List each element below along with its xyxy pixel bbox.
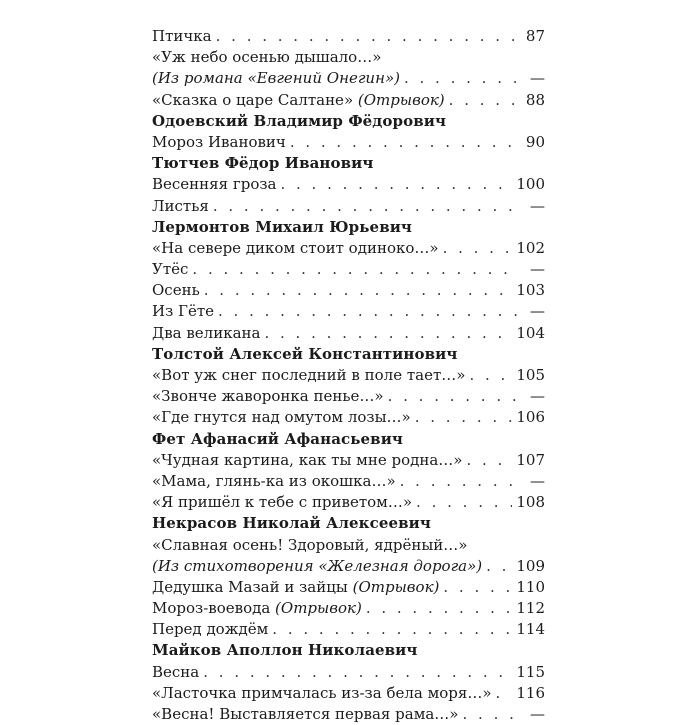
entry-title: [152, 662, 199, 683]
dot-leader: [213, 196, 517, 217]
dot-leader: [400, 471, 517, 492]
entry-title: [152, 556, 482, 577]
entry-title-text: «Ласточка примчалась из-за бела моря…»: [152, 683, 492, 702]
toc-entry[interactable]: [152, 26, 545, 47]
toc-entry[interactable]: [152, 598, 545, 619]
dot-leader: [203, 662, 512, 683]
page-number: 87: [525, 27, 545, 45]
page-number: 112: [516, 599, 545, 618]
toc-entry[interactable]: [152, 535, 545, 556]
entry-title-text: «Вот уж снег последний в поле тает…»: [152, 366, 466, 384]
entry-title-text: Утёс: [152, 260, 189, 279]
entry-title-text: «Я пришёл к тебе с приветом…»: [152, 493, 413, 512]
page-number: 107: [516, 450, 545, 469]
toc-entry[interactable]: [152, 619, 545, 640]
author-heading: Тютчев Фёдор Иванович: [152, 154, 374, 173]
dot-leader: [272, 619, 512, 640]
entry-title: [152, 704, 459, 725]
entry-title: [152, 492, 412, 513]
entry-subtitle: (Отрывок): [352, 577, 440, 596]
dot-leader: [415, 407, 513, 428]
toc-entry[interactable]: [152, 238, 545, 259]
entry-title-text: Дедушка Мазай и зайцы: [152, 577, 353, 596]
entry-title-text: Весна: [152, 662, 200, 681]
toc-entry[interactable]: [152, 556, 545, 577]
toc-entry[interactable]: [152, 450, 545, 471]
entry-title-text: «Весна! Выставляется первая рама…»: [152, 705, 459, 723]
page-number: 100: [516, 175, 545, 194]
dot-leader: [218, 301, 517, 322]
entry-title: [152, 68, 400, 89]
entry-title: [152, 577, 439, 598]
entry-title: [152, 26, 212, 47]
page-number: 105: [516, 366, 545, 384]
toc-entry[interactable]: [152, 47, 545, 68]
table-of-contents: [152, 26, 545, 725]
toc-entry[interactable]: [152, 492, 545, 513]
entry-title: [152, 132, 286, 153]
entry-title: [152, 323, 260, 344]
toc-entry[interactable]: [152, 68, 545, 89]
page-number: 116: [516, 683, 545, 702]
entry-title-text: Осень: [152, 281, 200, 300]
toc-entry[interactable]: [152, 90, 545, 111]
entry-title-text: «Славная осень! Здоровый, ядрёный…»: [152, 535, 468, 554]
entry-title: [152, 280, 200, 301]
author-heading: Фет Афанасий Афанасьевич: [152, 429, 404, 448]
dot-leader: [192, 259, 517, 280]
dot-leader: [404, 68, 517, 89]
dot-leader: [216, 26, 517, 47]
toc-entry[interactable]: [152, 196, 545, 217]
dot-leader: [463, 704, 518, 725]
dot-leader: [469, 365, 512, 386]
toc-entry[interactable]: [152, 280, 545, 301]
toc-entry[interactable]: [152, 323, 545, 344]
toc-entry[interactable]: [152, 407, 545, 428]
page-number: 103: [516, 281, 545, 300]
entry-title: [152, 238, 439, 259]
entry-title-text: Два великана: [152, 323, 261, 342]
entry-title-text: Птичка: [152, 27, 212, 45]
entry-title: [152, 259, 188, 280]
dot-leader: [443, 238, 513, 259]
entry-title-text: «Чудная картина, как ты мне родна…»: [152, 450, 463, 469]
page-number: 114: [516, 620, 545, 639]
toc-entry[interactable]: [152, 683, 545, 704]
author-heading: Лермонтов Михаил Юрьевич: [152, 217, 413, 236]
entry-title-text: «Сказка о царе Салтане»: [152, 90, 358, 109]
toc-entry[interactable]: [152, 301, 545, 322]
dot-leader: [466, 450, 512, 471]
entry-title-text: «Звонче жаворонка пенье…»: [152, 387, 384, 406]
entry-title: [152, 619, 268, 640]
entry-title-text: «Мама, глянь-ка из окошка…»: [152, 471, 396, 490]
page-number: —: [530, 387, 545, 406]
dot-leader: [486, 556, 512, 577]
dot-leader: [496, 683, 513, 704]
entry-title-text: «Уж небо осенью дышало…»: [152, 48, 382, 67]
entry-title-text: «На севере диком стоит одиноко…»: [152, 238, 439, 257]
toc-entry[interactable]: [152, 704, 545, 725]
entry-subtitle: (Отрывок): [357, 90, 445, 109]
page-number: 102: [516, 238, 545, 257]
entry-subtitle: (Из романа «Евгений Онегин»): [152, 69, 400, 88]
entry-subtitle: (Из стихотворения «Железная дорога»): [152, 556, 483, 575]
page-number: —: [530, 196, 545, 215]
author-heading: Толстой Алексей Константинович: [152, 344, 458, 363]
entry-title: [152, 407, 411, 428]
entry-title-text: Мороз-воевода: [152, 599, 276, 618]
page-number: 90: [525, 132, 545, 151]
page-number: 109: [516, 556, 545, 575]
toc-entry[interactable]: [152, 259, 545, 280]
dot-leader: [449, 90, 517, 111]
page-number: 88: [525, 90, 545, 109]
page-number: 108: [516, 493, 545, 512]
entry-title: [152, 535, 467, 556]
entry-title-text: Листья: [152, 196, 209, 215]
page-number: 115: [516, 662, 545, 681]
dot-leader: [204, 280, 513, 301]
page-number: 110: [516, 577, 545, 596]
author-heading: Одоевский Владимир Фёдорович: [152, 111, 447, 130]
toc-entry[interactable]: [152, 662, 545, 683]
entry-title: [152, 174, 276, 195]
entry-title-text: Перед дождём: [152, 620, 269, 639]
author-heading: Некрасов Николай Алексеевич: [152, 514, 431, 533]
dot-leader: [443, 577, 512, 598]
entry-title-text: Мороз Иванович: [152, 132, 286, 151]
page-number: 106: [516, 408, 545, 427]
entry-title: [152, 301, 214, 322]
entry-title: [152, 196, 209, 217]
page-number: —: [530, 260, 545, 279]
entry-title: [152, 598, 362, 619]
toc-entry[interactable]: [152, 471, 545, 492]
entry-title: [152, 386, 384, 407]
toc-entry[interactable]: [152, 386, 545, 407]
page-number: —: [530, 302, 545, 321]
entry-title: [152, 47, 381, 68]
page-number: —: [530, 705, 545, 723]
entry-title-text: Из Гёте: [152, 302, 215, 321]
entry-title: [152, 365, 465, 386]
dot-leader: [264, 323, 512, 344]
entry-title: [152, 683, 492, 704]
entry-title: [152, 90, 445, 111]
page-number: 104: [516, 323, 545, 342]
page-number: —: [530, 69, 545, 88]
entry-subtitle: (Отрывок): [275, 599, 362, 618]
toc-entry[interactable]: [152, 174, 545, 195]
entry-title-text: «Где гнутся над омутом лозы…»: [152, 408, 411, 427]
dot-leader: [416, 492, 512, 513]
entry-title: [152, 450, 462, 471]
dot-leader: [366, 598, 513, 619]
dot-leader: [290, 132, 517, 153]
toc-entry[interactable]: [152, 132, 545, 153]
dot-leader: [280, 174, 512, 195]
entry-title-text: Весенняя гроза: [152, 175, 277, 194]
dot-leader: [388, 386, 517, 407]
toc-entry[interactable]: [152, 577, 545, 598]
page-number: —: [530, 471, 545, 490]
entry-title: [152, 471, 396, 492]
toc-entry[interactable]: [152, 365, 545, 386]
author-heading: Майков Аполлон Николаевич: [152, 641, 418, 660]
